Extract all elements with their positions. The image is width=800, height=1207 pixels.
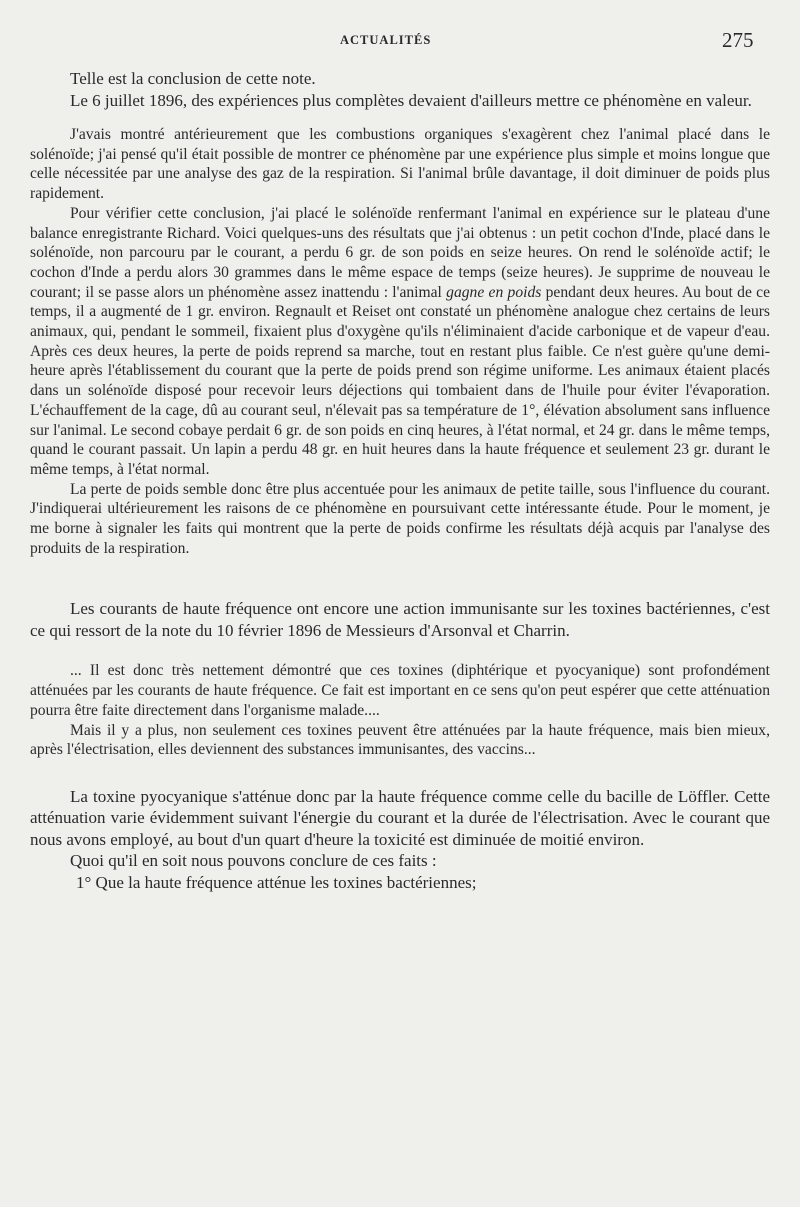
quote-vaccines: Mais il y a plus, non seulement ces toxines peuvent être atténuées par la haute fréquence, mais bien mieux, après l'électrisation, elles deviennent des substances immunisantes, des vaccins... <box>30 721 770 759</box>
page-number: 275 <box>722 28 754 52</box>
body-text <box>30 68 770 893</box>
paragraph-balance-text-1: Pour vérifier cette conclusion, j'ai placé le solénoïde renfermant l'animal en expérience sur le plateau d'une balance enregistrante Richard. Voici quelques-uns des résultats que j'ai obtenus : un petit cochon d'Inde, placé dans le solénoïde, non parcouru par le courant, a perdu 6 gr. de son poids en seize heures. On rend le solénoïde actif; le cochon d'Inde a perdu alors 30 grammes dans le même espace de temps (seize heures). Je supprime de nouveau le courant; il se passe alors un phénomène assez inattendu : l'animal <box>30 204 770 301</box>
paragraph-combustions: J'avais montré antérieurement que les combustions organiques s'exagèrent chez l'animal placé dans le solénoïde; j'ai pensé qu'il était possible de montrer ce phénomène par une expérience plus simple et moins longue que celle nécessitée par une analyse des gaz de la respiration. Si l'animal brûle davantage, il doit diminuer de poids plus rapidement. <box>30 126 770 203</box>
running-head: ACTUALITÉS <box>340 33 432 47</box>
paragraph-conclusion: Telle est la conclusion de cette note. <box>70 69 316 88</box>
paragraph-balance-experiment <box>30 204 770 480</box>
emphasis-gagne-en-poids: gagne en poids <box>446 283 542 301</box>
paragraph-immunising-action: Les courants de haute fréquence ont encore une action immunisante sur les toxines bactériennes, c'est ce qui ressort de la note du 10 février 1896 de Messieurs d'Arsonval et Charrin. <box>30 599 770 640</box>
list-item-1: 1° Que la haute fréquence atténue les toxines bactériennes; <box>76 872 477 892</box>
quote-toxins-attenuated: ... Il est donc très nettement démontré que ces toxines (diphtérique et pyocyanique) sont profondément atténuées par les courants de haute fréquence. Ce fait est important en ce sens qu'on peut espérer que cette atténuation pourra être faite directement dans l'organisme malade.... <box>30 662 770 719</box>
paragraph-july-experiments: Le 6 juillet 1896, des expériences plus complètes devaient d'ailleurs mettre ce phénomène en valeur. <box>70 90 752 110</box>
paragraph-pyocyanic-toxin: La toxine pyocyanique s'atténue donc par la haute fréquence comme celle du bacille de Löffler. Cette atténuation varie évidemment suivant l'énergie du courant et la durée de l'électrisation. Avec le courant que nous avons employé, au bout d'un quart d'heure la toxicité est diminuée de moitié environ. <box>30 786 770 849</box>
paragraph-balance-text-2: pendant deux heures. Au bout de ce temps, il a augmenté de 1 gr. environ. Regnault et Reiset ont constaté un phénomène analogue chez certains de leurs animaux, qui, pendant le sommeil, fixaient plus d'oxygène qu'ils n'éliminaient d'acide carbonique et de vapeur d'eau. Après ces deux heures, la perte de poids reprend sa marche, tout en restant plus faible. Ce n'est guère qu'une demi-heure après l'établissement du courant que la perte de poids prend son régime uniforme. Les animaux étaient placés dans un solénoïde disposé pour recevoir leurs déjections qui tombaient dans de l'huile pour éviter l'évaporation. L'échauffement de la cage, dû au courant seul, n'élevait pas sa température de 1°, élévation absolument sans influence sur l'animal. Le second cobaye perdait 6 gr. de son poids en cinq heures, à l'état normal, et 24 gr. dans le même temps, quand le courant passait. Un lapin a perdu 48 gr. en huit heures dans la haute fréquence et seulement 23 gr. durant le même temps, à l'état normal. <box>30 283 770 478</box>
page-header <box>0 28 800 58</box>
paragraph-conclude: Quoi qu'il en soit nous pouvons conclure de ces faits : <box>70 851 437 871</box>
paragraph-weight-loss: La perte de poids semble donc être plus accentuée pour les animaux de petite taille, sous l'influence du courant. J'indiquerai ultérieurement les raisons de ce phénomène en poursuivant cette intéressante étude. Pour le moment, je me borne à signaler les faits qui montrent que la perte de poids confirme les résultats déjà acquis par l'analyse des produits de la respiration. <box>30 480 770 557</box>
